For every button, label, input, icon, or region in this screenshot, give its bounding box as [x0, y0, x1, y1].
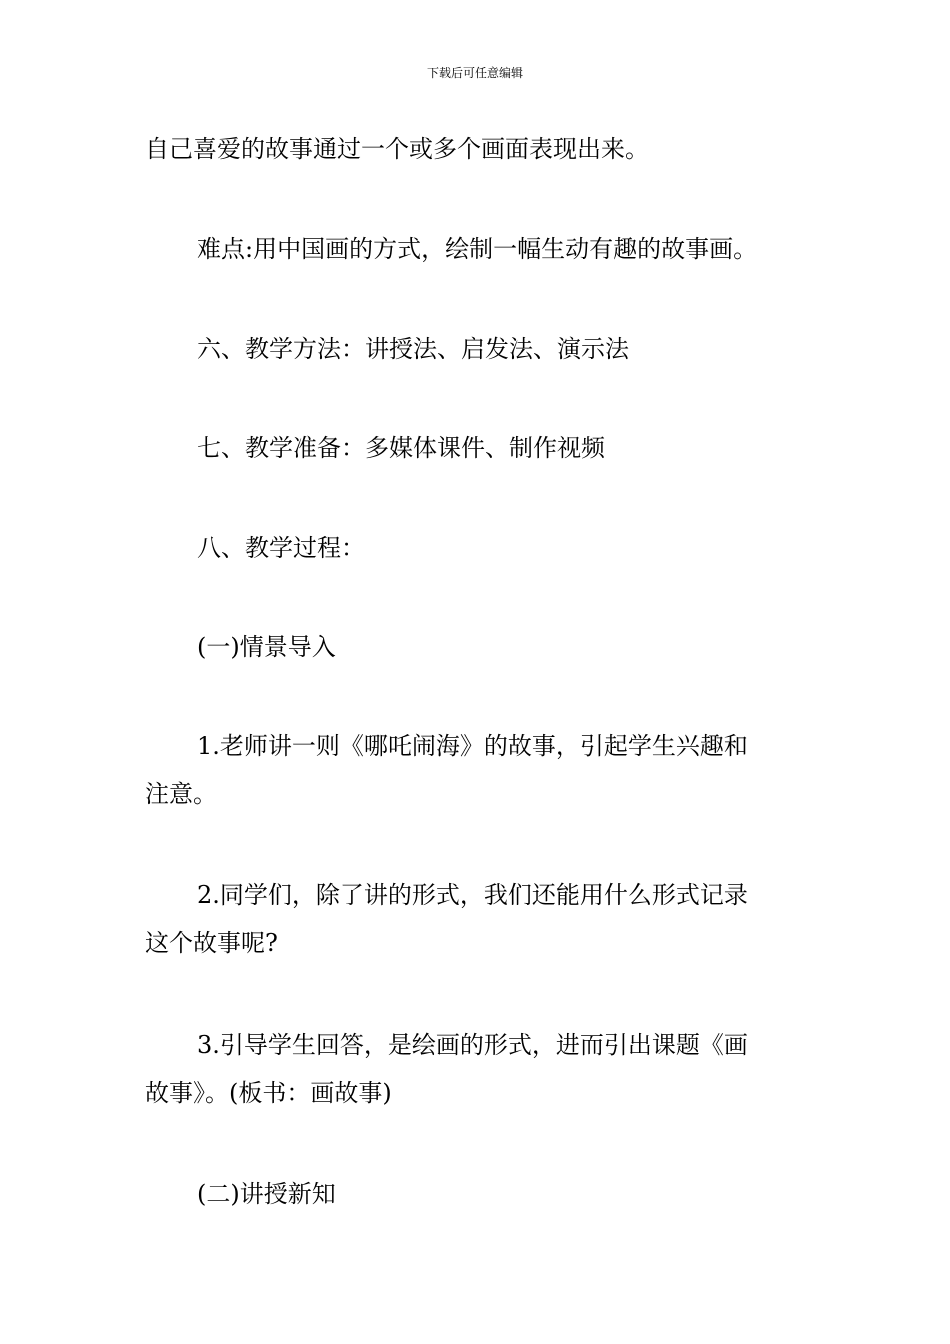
- list-item-1-line2: 注意。: [145, 780, 217, 808]
- list-item-2-line1: 2.同学们，除了讲的形式，我们还能用什么形式记录: [197, 881, 748, 909]
- paragraph-continuation: 自己喜爱的故事通过一个或多个画面表现出来。: [145, 135, 649, 163]
- paragraph-difficulty: 难点:用中国画的方式，绘制一幅生动有趣的故事画。: [197, 235, 758, 263]
- list-item-3: [145, 1021, 810, 1117]
- list-item-2: [145, 871, 810, 967]
- subheading-scene-introduction: (一)情景导入: [197, 633, 336, 661]
- list-item-3-line2: 故事》。(板书：画故事): [145, 1079, 392, 1107]
- heading-teaching-methods: 六、教学方法：讲授法、启发法、演示法: [197, 335, 629, 363]
- list-item-2-line2: 这个故事呢?: [145, 929, 278, 957]
- subheading-new-knowledge: (二)讲授新知: [197, 1180, 336, 1208]
- list-item-1: [145, 722, 810, 818]
- page-header: 下载后可任意编辑: [426, 66, 523, 80]
- list-item-3-line1: 3.引导学生回答，是绘画的形式，进而引出课题《画: [197, 1031, 748, 1059]
- list-item-1-line1: 1.老师讲一则《哪吒闹海》的故事，引起学生兴趣和: [197, 732, 748, 760]
- heading-teaching-preparation: 七、教学准备：多媒体课件、制作视频: [197, 434, 605, 462]
- heading-teaching-process: 八、教学过程：: [197, 534, 365, 562]
